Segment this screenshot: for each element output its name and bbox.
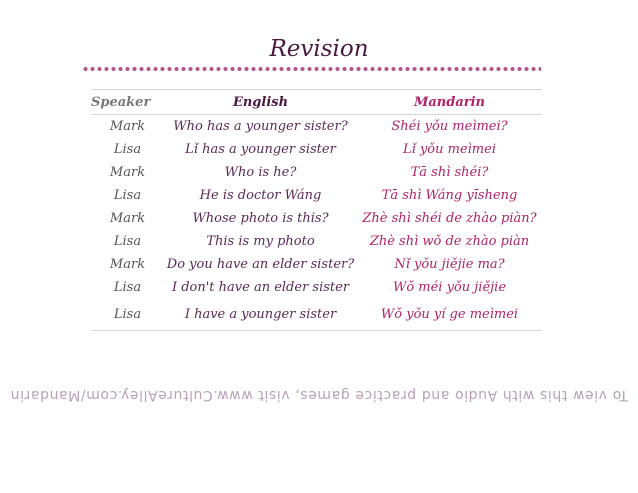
speaker-cell: Mark — [109, 257, 146, 272]
page-title: Revision — [269, 36, 369, 62]
english-cell: Who is he? — [224, 165, 297, 180]
table-row — [91, 138, 542, 161]
table-row — [91, 230, 542, 253]
english-cell: This is my photo — [206, 234, 315, 249]
table-row — [91, 184, 542, 207]
table-row — [91, 207, 542, 230]
speaker-cell: Lisa — [113, 280, 142, 295]
english-cell: Lǐ has a younger sister — [185, 142, 336, 157]
speaker-cell: Lisa — [91, 299, 164, 331]
table-row — [91, 115, 542, 139]
table-row — [91, 276, 542, 299]
speaker-cell: Lisa — [113, 142, 142, 157]
mandarin-cell: Shéi yǒu meìmei? — [391, 119, 508, 134]
mandarin-cell: Wǒ méi yǒu jiějie — [392, 280, 507, 295]
table-row — [91, 161, 542, 184]
table-header-row — [91, 90, 542, 115]
english-cell: Whose photo is this? — [192, 211, 329, 226]
mandarin-cell: Tā shì Wáng yīsheng — [381, 188, 518, 203]
header-mandarin: Mandarin — [357, 90, 542, 115]
dotted-divider — [82, 66, 541, 72]
footer-note-upside-down: To view this with Audio and practice games, visit www.CultureAlley.com/Mandarin — [9, 387, 629, 403]
mandarin-cell: Zhè shì wǒ de zhào piàn — [369, 234, 530, 249]
table-row — [91, 253, 542, 276]
mandarin-cell: Wǒ yǒu yí ge meìmei — [357, 299, 542, 331]
mandarin-cell: Zhè shì shéi de zhào piàn? — [362, 211, 537, 226]
speaker-cell: Lisa — [113, 234, 142, 249]
speaker-cell: Mark — [109, 211, 146, 226]
header-speaker: Speaker — [91, 90, 164, 115]
speaker-cell: Lisa — [113, 188, 142, 203]
mandarin-cell: Lǐ yǒu meìmei — [403, 142, 496, 157]
english-cell: I don't have an elder sister — [171, 280, 350, 295]
speaker-cell: Mark — [109, 165, 146, 180]
mandarin-cell: Nǐ yǒu jiějie ma? — [394, 257, 505, 272]
english-cell: Who has a younger sister? — [173, 119, 348, 134]
header-english: English — [164, 90, 357, 115]
mandarin-cell: Tā shì shéi? — [410, 165, 489, 180]
revision-table — [91, 89, 542, 331]
english-cell: He is doctor Wáng — [199, 188, 322, 203]
english-cell: Do you have an elder sister? — [166, 257, 355, 272]
speaker-cell: Mark — [109, 119, 146, 134]
table-row — [91, 299, 542, 331]
english-cell: I have a younger sister — [164, 299, 357, 331]
